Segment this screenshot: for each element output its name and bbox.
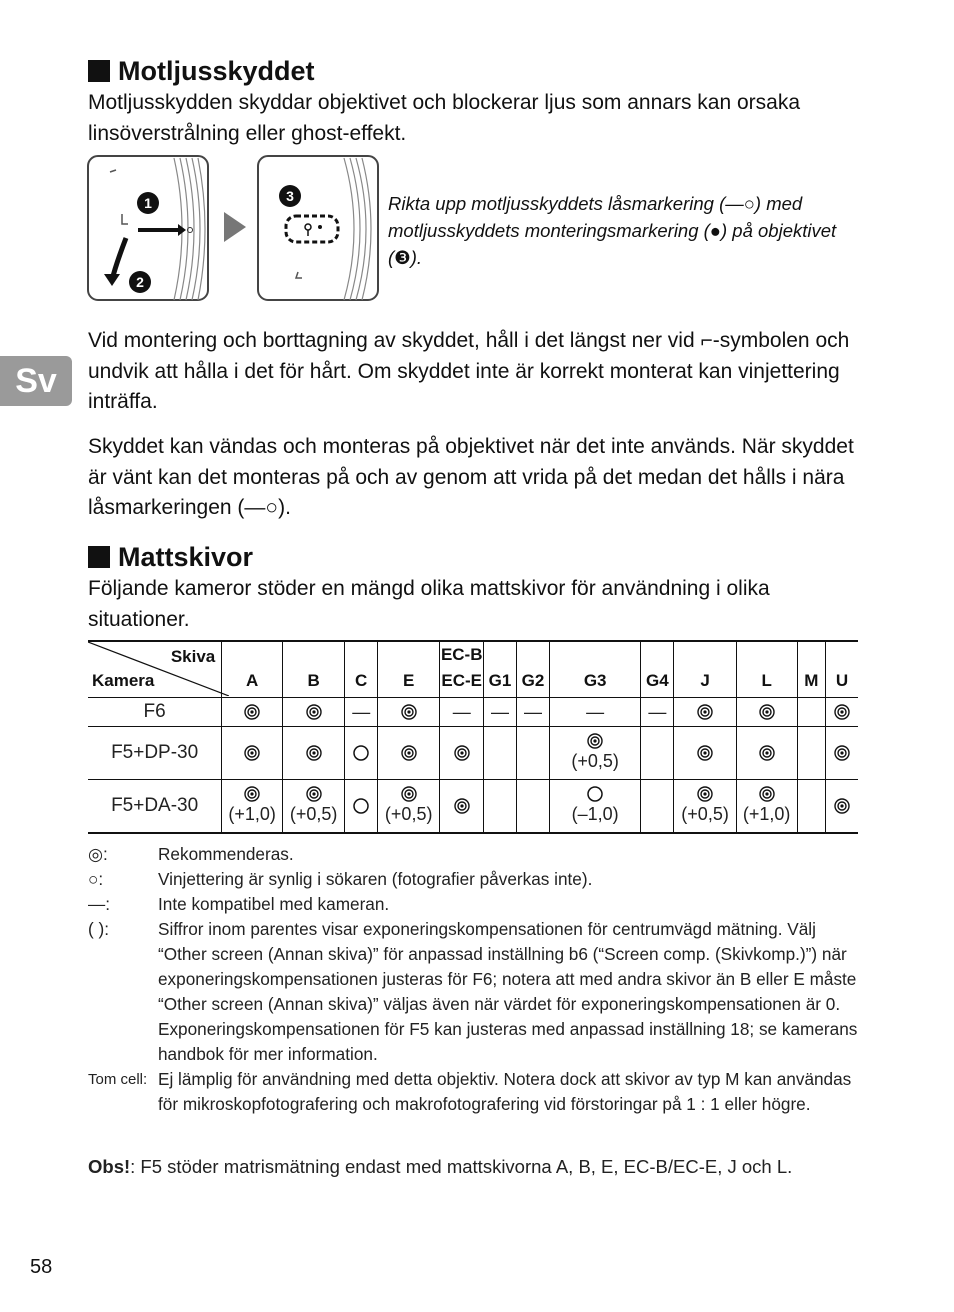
screen-cell — [377, 698, 439, 727]
reverse-paragraph: Skyddet kan vändas och monteras på objektivet när det inte används. När skyddet är vänt kan det monteras på och av genom att vrida på det medan det hålls i nära låsmarkeringen (—○). — [88, 435, 854, 519]
legend-item — [88, 1067, 863, 1117]
screen-cell — [377, 727, 439, 780]
screen-cell — [516, 727, 549, 780]
page-number: 58 — [30, 1256, 53, 1278]
legend-text: Ej lämplig för användning med detta objektiv. Notera dock att skivor av typ M kan användas för mikroskopfotografering och makrofotografering vid förstoringar på 1 : 1 eller högre. — [158, 1069, 852, 1114]
section-heading-lens-hood — [88, 56, 315, 86]
column-header: G2 — [516, 641, 549, 698]
svg-text:2: 2 — [136, 274, 144, 290]
note-text: : F5 stöder matrismätning endast med mattskivorna A, B, E, EC-B/EC-E, J och L. — [130, 1156, 793, 1177]
recommended-icon — [697, 704, 713, 720]
column-header: U — [826, 641, 858, 698]
table-legend — [88, 842, 863, 1117]
column-header: M — [797, 641, 826, 698]
incompatible-dash: — — [523, 702, 542, 722]
camera-cell: F5+DP-30 — [111, 742, 199, 763]
compensation-value: (+0,5) — [571, 751, 619, 771]
heading-square-icon — [88, 60, 110, 82]
screen-cell — [549, 780, 640, 834]
screen-cell — [797, 780, 826, 834]
recommended-icon — [834, 798, 850, 814]
screen-cell — [440, 727, 484, 780]
screen-cell — [377, 780, 439, 834]
recommended-icon — [244, 745, 260, 761]
note — [88, 1156, 792, 1178]
legend-item — [88, 867, 863, 892]
legend-text: Vinjettering är synlig i sökaren (fotografier påverkas inte). — [158, 869, 593, 889]
screen-cell — [549, 698, 640, 727]
recommended-icon — [454, 798, 470, 814]
table-row — [88, 698, 858, 727]
legend-item — [88, 892, 863, 917]
screen-cell — [440, 698, 484, 727]
screen-cell — [222, 780, 283, 834]
recommended-icon — [834, 745, 850, 761]
column-header: L — [736, 641, 797, 698]
legend-key: Tom cell: — [88, 1071, 148, 1088]
screens-intro: Följande kameror stöder en mängd olika mattskivor för användning i olika situationer. — [88, 577, 770, 631]
recommended-icon — [759, 704, 775, 720]
svg-text:1: 1 — [144, 195, 152, 211]
table-row — [88, 727, 858, 780]
mounting-paragraph: Vid montering och borttagning av skyddet, håll i det längst ner vid ⌐-symbolen och undvik att hålla i det för hårt. Om skyddet inte är korrekt monterat kan vinjettering inträffa. — [88, 329, 850, 413]
legend-item — [88, 842, 863, 867]
screen-cell — [826, 727, 858, 780]
column-header: C — [345, 641, 378, 698]
screen-cell — [674, 727, 736, 780]
compensation-value: (+1,0) — [742, 804, 791, 824]
compensation-value: (+1,0) — [228, 804, 276, 824]
screen-cell — [674, 780, 736, 834]
table-corner-cell — [88, 641, 222, 698]
screen-cell — [345, 698, 378, 727]
compensation-value: (+0,5) — [289, 804, 338, 824]
column-header: E — [377, 641, 439, 698]
screen-cell — [484, 780, 517, 834]
legend-text: Siffror inom parentes visar exponeringskompensationen för centrumvägd mätning. Välj “Other screen (Annan skiva)” för anpassad inställning b6 (“Screen comp. (Skivkomp.)”) när exponeringskompensationen justeras för F6; notera att med andra skivor än B eller E måste “Other screen (Annan skiva)” väljas även när värdet för exponeringskompensationen är 0. Exponeringskompensationen för F5 kan justeras med anpassad inställning 18; se kamerans handbok för mer information. — [158, 919, 858, 1064]
incompatible-dash: — — [452, 702, 471, 722]
screen-cell — [282, 780, 344, 834]
screen-cell — [797, 727, 826, 780]
compensation-value: (–1,0) — [571, 804, 619, 824]
screen-cell — [516, 698, 549, 727]
header-skiva: Skiva — [170, 647, 216, 666]
screen-cell — [641, 698, 674, 727]
screen-cell — [641, 727, 674, 780]
incompatible-dash: — — [586, 702, 605, 722]
recommended-icon — [697, 745, 713, 761]
screen-cell — [641, 780, 674, 834]
recommended-icon — [401, 704, 417, 720]
lens-hood-intro: Motljusskydden skyddar objektivet och blockerar ljus som annars kan orsaka linsöverstrålning eller ghost-effekt. — [88, 91, 801, 145]
screen-cell — [736, 698, 797, 727]
screen-cell — [484, 698, 517, 727]
section-title: Motljusskyddet — [118, 56, 315, 86]
lens-hood-illustration — [86, 154, 386, 304]
recommended-icon — [759, 745, 775, 761]
legend-item — [88, 917, 863, 1067]
compensation-value: (+0,5) — [681, 804, 729, 824]
screen-cell — [826, 698, 858, 727]
incompatible-dash: — — [352, 702, 371, 722]
screen-cell — [484, 727, 517, 780]
screen-cell — [282, 698, 344, 727]
table-body — [88, 698, 858, 834]
svg-text:3: 3 — [286, 188, 294, 204]
table-header-row — [88, 641, 858, 698]
screen-cell — [674, 698, 736, 727]
table-row — [88, 780, 858, 834]
recommended-icon — [306, 704, 322, 720]
screen-cell — [826, 780, 858, 834]
recommended-icon — [401, 786, 417, 802]
column-header: J — [674, 641, 736, 698]
section-title: Mattskivor — [118, 542, 254, 572]
screen-cell — [549, 727, 640, 780]
recommended-icon — [587, 733, 603, 749]
heading-square-icon — [88, 546, 110, 568]
camera-cell: F6 — [143, 701, 166, 722]
focusing-screen-table — [88, 640, 858, 834]
screen-cell — [516, 780, 549, 834]
vignetting-icon — [353, 745, 369, 761]
column-header: A — [222, 641, 283, 698]
screen-cell — [345, 780, 378, 834]
legend-text: Rekommenderas. — [158, 844, 294, 864]
incompatible-dash: — — [648, 702, 667, 722]
screen-cell — [440, 780, 484, 834]
screen-cell — [797, 698, 826, 727]
screen-cell — [736, 780, 797, 834]
legend-key: —: — [88, 894, 110, 914]
column-header: G3 — [549, 641, 640, 698]
screen-cell — [222, 698, 283, 727]
recommended-icon — [759, 786, 775, 802]
language-tab: Sv — [0, 356, 72, 406]
legend-key: ( ): — [88, 919, 109, 939]
recommended-icon — [401, 745, 417, 761]
lens-hood-figure — [86, 154, 386, 309]
legend-text: Inte kompatibel med kameran. — [158, 894, 390, 914]
recommended-icon — [244, 786, 260, 802]
incompatible-dash: — — [490, 702, 509, 722]
recommended-icon — [834, 704, 850, 720]
legend-key: ◎: — [88, 844, 108, 864]
recommended-icon — [306, 745, 322, 761]
recommended-icon — [697, 786, 713, 802]
column-header: G1 — [484, 641, 517, 698]
screen-cell — [736, 727, 797, 780]
header-kamera: Kamera — [92, 671, 155, 690]
camera-cell: F5+DA-30 — [111, 795, 199, 816]
recommended-icon — [454, 745, 470, 761]
legend-key: ○: — [88, 869, 104, 889]
screen-cell — [345, 727, 378, 780]
screen-cell — [282, 727, 344, 780]
figure-caption: Rikta upp motljusskyddets låsmarkering (—○) med motljusskyddets monteringsmarkering (●) på objektivet (❸). — [388, 193, 837, 268]
column-header: B — [282, 641, 344, 698]
section-heading-focusing-screens — [88, 542, 253, 572]
vignetting-icon — [587, 786, 603, 802]
recommended-icon — [306, 786, 322, 802]
recommended-icon — [244, 704, 260, 720]
vignetting-icon — [353, 798, 369, 814]
screen-cell — [222, 727, 283, 780]
column-header: EC-B EC-E — [440, 641, 484, 698]
column-header: G4 — [641, 641, 674, 698]
note-label: Obs! — [88, 1156, 131, 1177]
compensation-value: (+0,5) — [384, 804, 433, 824]
